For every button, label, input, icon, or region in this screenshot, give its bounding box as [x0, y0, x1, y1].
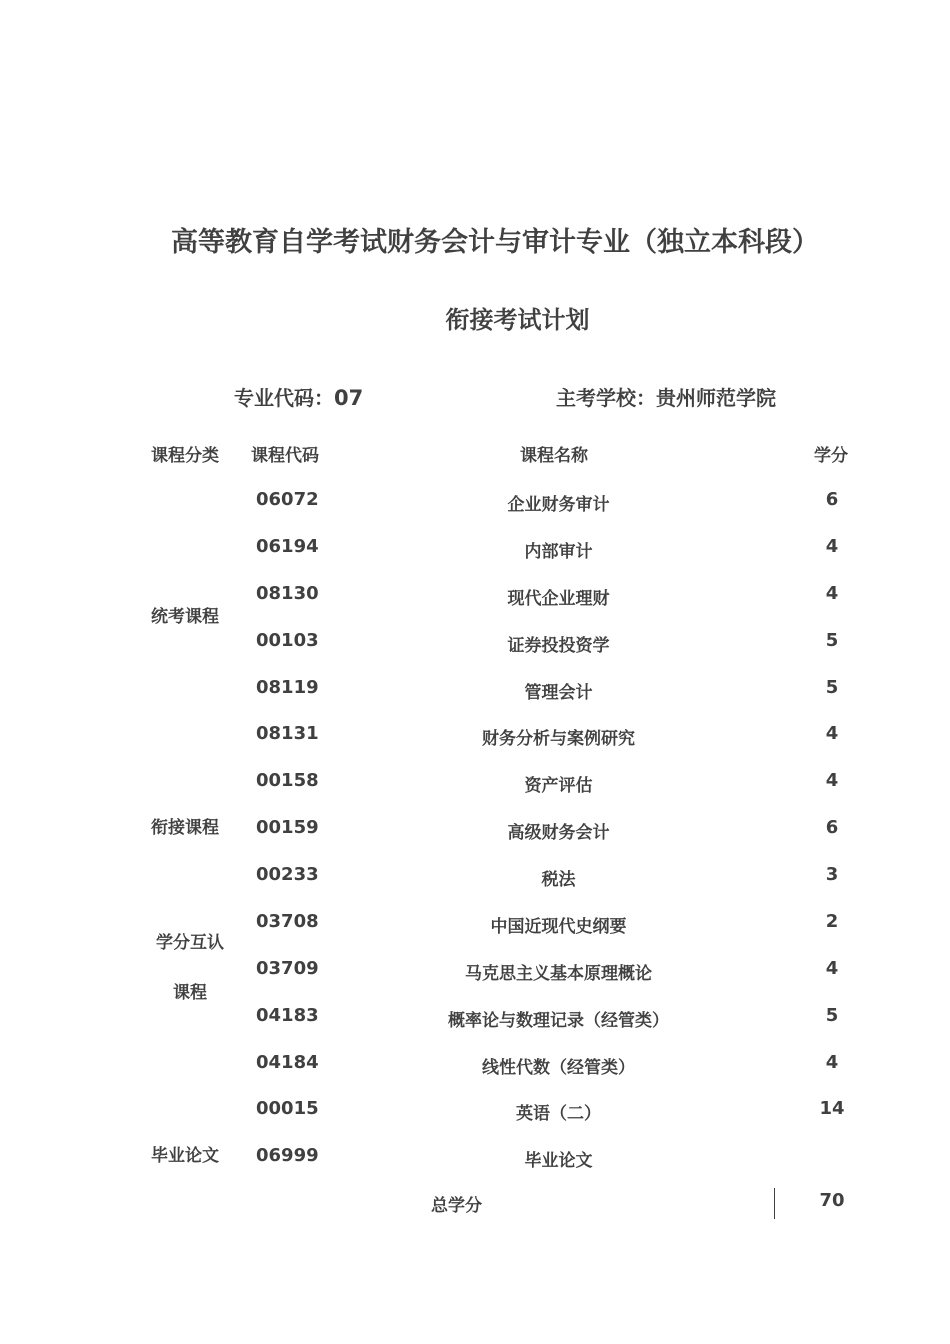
course-credit: 5 — [825, 630, 839, 651]
course-name: 线性代数（经管类） — [482, 1058, 635, 1078]
course-credit: 2 — [825, 911, 839, 932]
course-name: 内部审计 — [524, 542, 593, 562]
table-row — [0, 489, 950, 536]
header-code: 课程代码 — [251, 446, 319, 466]
document-subtitle: 衔接考试计划 — [445, 306, 590, 334]
course-name: 中国近现代史纲要 — [490, 917, 627, 937]
total-divider — [774, 1188, 775, 1219]
course-name: 企业财务审计 — [507, 495, 610, 515]
course-name: 现代企业理财 — [507, 589, 610, 609]
course-code: 06194 — [256, 536, 319, 557]
course-name: 毕业论文 — [524, 1151, 593, 1171]
course-name: 高级财务会计 — [507, 823, 610, 843]
course-code: 00103 — [256, 630, 319, 651]
table-row — [0, 958, 950, 1005]
category-mutual-line1: 学分互认 — [156, 933, 224, 953]
table-row — [0, 630, 950, 677]
category-bridge: 衔接课程 — [151, 818, 219, 838]
course-name: 管理会计 — [524, 683, 593, 703]
course-name: 资产评估 — [524, 776, 593, 796]
course-code: 04184 — [256, 1052, 319, 1073]
course-credit: 6 — [825, 489, 839, 510]
course-credit: 4 — [825, 770, 839, 791]
category-mutual-line2: 课程 — [173, 983, 207, 1003]
header-name: 课程名称 — [520, 446, 588, 466]
course-code: 00158 — [256, 770, 319, 791]
course-name: 税法 — [541, 870, 576, 890]
course-code: 00159 — [256, 817, 319, 838]
table-row — [0, 1145, 950, 1192]
course-credit: 3 — [825, 864, 839, 885]
course-credit: 6 — [825, 817, 839, 838]
course-name: 英语（二） — [516, 1104, 601, 1124]
course-credit: 5 — [825, 1005, 839, 1026]
table-row — [0, 536, 950, 583]
course-name: 概率论与数理记录（经管类） — [448, 1011, 669, 1031]
major-code — [234, 382, 363, 411]
course-code: 06072 — [256, 489, 319, 510]
table-row — [0, 1005, 950, 1052]
table-row — [0, 723, 950, 770]
exam-school — [556, 382, 776, 411]
category-thesis: 毕业论文 — [151, 1146, 219, 1166]
course-code: 08131 — [256, 723, 319, 744]
school-value: 贵州师范学院 — [656, 386, 776, 410]
course-code: 04183 — [256, 1005, 319, 1026]
course-credit: 5 — [825, 677, 839, 698]
course-credit: 4 — [825, 723, 839, 744]
major-code-value: 07 — [334, 386, 364, 410]
course-code: 00233 — [256, 864, 319, 885]
course-credit: 14 — [819, 1098, 845, 1119]
major-code-label: 专业代码： — [234, 386, 334, 410]
header-category: 课程分类 — [151, 446, 219, 466]
table-row — [0, 864, 950, 911]
course-code: 03709 — [256, 958, 319, 979]
total-credits-value: 70 — [819, 1190, 845, 1211]
header-credit: 学分 — [814, 446, 848, 466]
course-code: 08119 — [256, 677, 319, 698]
course-credit: 4 — [825, 958, 839, 979]
total-credits-label: 总学分 — [431, 1196, 482, 1216]
course-credit: 4 — [825, 583, 839, 604]
school-label: 主考学校： — [556, 386, 656, 410]
course-name: 财务分析与案例研究 — [482, 729, 635, 749]
course-name: 证券投投资学 — [507, 636, 610, 656]
table-row — [0, 583, 950, 630]
document-title: 高等教育自学考试财务会计与审计专业（独立本科段） — [171, 227, 819, 258]
course-code: 06999 — [256, 1145, 319, 1166]
course-code: 00015 — [256, 1098, 319, 1119]
table-row — [0, 770, 950, 817]
course-credit: 4 — [825, 1052, 839, 1073]
category-unified: 统考课程 — [151, 607, 219, 627]
table-row — [0, 677, 950, 724]
table-row — [0, 911, 950, 958]
table-row — [0, 1052, 950, 1099]
course-code: 08130 — [256, 583, 319, 604]
course-credit: 4 — [825, 536, 839, 557]
course-code: 03708 — [256, 911, 319, 932]
course-name: 马克思主义基本原理概论 — [465, 964, 652, 984]
table-row — [0, 1098, 950, 1145]
table-row — [0, 817, 950, 864]
